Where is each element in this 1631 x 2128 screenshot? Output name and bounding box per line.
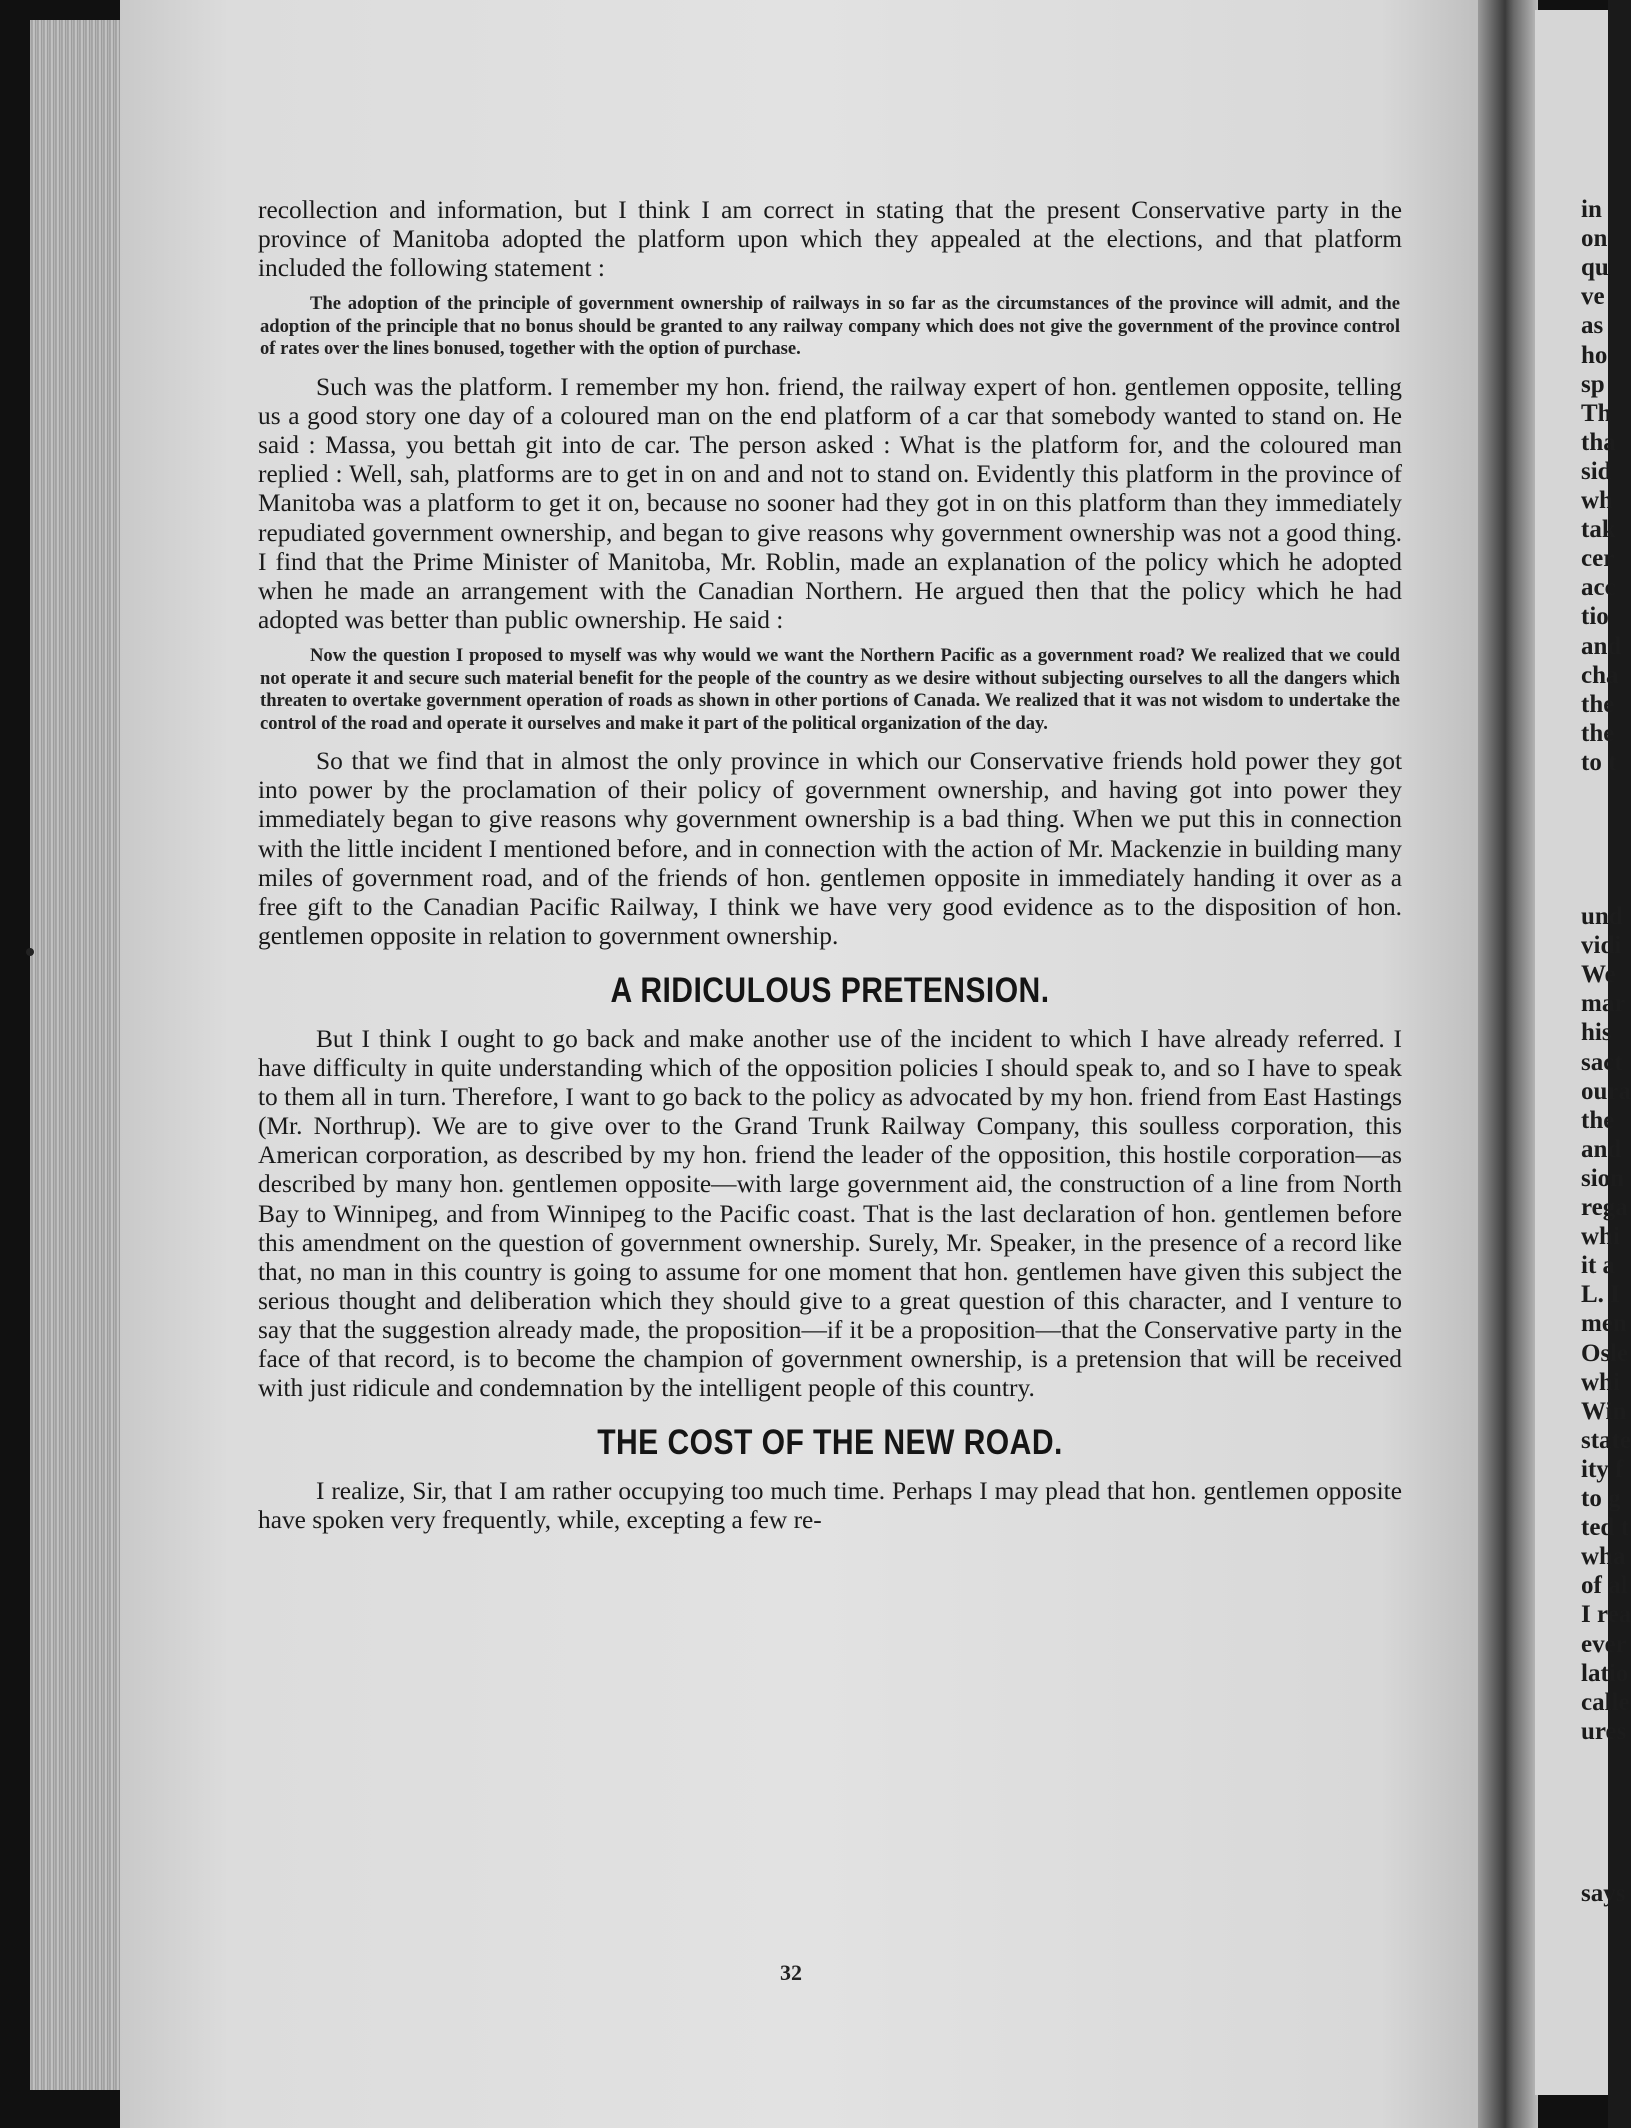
facing-page-fragment: on [1581, 225, 1608, 253]
facing-page-fragment: sid [1581, 457, 1612, 485]
facing-page-fragment: the [1581, 719, 1615, 747]
facing-page-fragment: state [1581, 1426, 1631, 1454]
facing-page-fragment: acc [1581, 574, 1616, 602]
facing-page-fragment: wha [1581, 1543, 1626, 1571]
facing-page-fragment: sp [1581, 370, 1605, 398]
facing-page-fragment: tha [1581, 428, 1616, 456]
facing-page-fragment: cer [1581, 545, 1615, 573]
paragraph-but: But I think I ought to go back and make another use of the incident to which I have already referred. I have difficulty in quite understanding which of the opposition policies I should speak to, and so I have to speak to them all in turn. Therefore, I want to go back to the policy as advocated by my hon. friend from East Hastings (Mr. Northrup). We are to give over to the Grand Trunk Railway Company, this soulless corporation, this American corporation, as described by my hon. friend the leader of the opposition, this hostile corporation—as described by many hon. gentlemen opposite—with large government aid, the construction of a line from North Bay to Winnipeg, and from Winnipeg to the Pacific coast. That is the last declaration of hon. gentlemen before this amendment on the question of government ownership. Surely, Mr. Speaker, in the presence of a record like that, no man in this country is going to assume for one moment that hon. gentlemen have given this subject the serious thought and deliberation which they should give to a great question of this character, and I venture to say that the suggestion already made, the proposition—if it be a proposition—that the Conservative party in the face of that record, is to become the champion of government ownership, is a pretension that will be received with just ridicule and condemnation by the intelligent people of this country. [258, 1024, 1402, 1403]
facing-page-fragment: rega [1581, 1194, 1628, 1221]
facing-page-fragment: qu [1581, 254, 1609, 282]
facing-page-fragment: oura [1581, 1077, 1631, 1105]
facing-page-fragment: wh [1581, 487, 1613, 514]
facing-page-fragment: in [1581, 196, 1602, 223]
facing-page-fragment: and [1581, 1135, 1622, 1163]
section-heading-cost: THE COST OF THE NEW ROAD. [597, 1423, 1063, 1463]
facing-page-fragment: whi [1581, 1223, 1620, 1251]
facing-page-fragment: sact [1581, 1048, 1623, 1076]
facing-page-fragment: the [1581, 690, 1615, 718]
facing-page-fragment: mar [1581, 990, 1626, 1018]
facing-page-fragment: calle [1581, 1688, 1630, 1716]
facing-page-fragment: ever [1581, 1630, 1627, 1658]
facing-page-fragment: ity f [1581, 1455, 1624, 1483]
facing-page-fragment: his [1581, 1019, 1612, 1047]
section-heading-pretension: A RIDICULOUS PRETENSION. [610, 970, 1050, 1010]
facing-page-fragment: We [1581, 961, 1616, 989]
page-text-block [258, 196, 1402, 1535]
margin-dot [26, 948, 34, 956]
facing-page-fragment: ures [1581, 1717, 1627, 1745]
facing-page-fragment: of al [1581, 1572, 1628, 1600]
paragraph-platform: Such was the platform. I remember my hon. friend, the railway expert of hon. gentlemen opposite, telling us a good story one day of a coloured man on the end platform of a car that somebody wanted to stand on. He said : Massa, you bettah git into de car. The person asked : What is the platform for, and the coloured man replied : Well, sah, platforms are to get in on and and not to stand on. Evidently this platform in the province of Manitoba was a platform to get it on, because no sooner had they got in on this platform than they immediately repudiated government ownership, and began to give reasons why government ownership was not a good thing. I find that the Prime Minister of Manitoba, Mr. Roblin, made an explanation of the policy which he adopted when he made an arrangement with the Canadian Northern. He argued then that the policy which he had adopted was better than public ownership. He said : [258, 373, 1402, 634]
quote-platform: The adoption of the principle of government ownership of railways in so far as the circumstances of the province will admit, and the adoption of the principle that no bonus should be granted to any railway company which does not give the government of the province control of rates over the lines bonused, together with the option of purchase. [260, 293, 1400, 360]
facing-page-fragment: says [1581, 1880, 1626, 1907]
facing-page-fragment: tio [1581, 603, 1609, 631]
facing-page-fragment: Osle [1581, 1339, 1629, 1367]
facing-page-fragment: and [1581, 632, 1622, 660]
facing-page-fragment: the [1581, 1106, 1615, 1134]
facing-page-fragment: whi [1581, 1368, 1620, 1396]
facing-page-fragment: it a [1581, 1252, 1616, 1280]
facing-page-fragment: ted t [1581, 1514, 1629, 1542]
page-number: 32 [780, 1960, 802, 1985]
paragraph-intro: recollection and information, but I think I am correct in stating that the present Conservative party in the province of Manitoba adopted the platform upon which they appealed at the elections, and that platform included the following statement : [258, 196, 1402, 283]
facing-page-fragment: cha [1581, 661, 1619, 689]
facing-page-fragment: L. I [1581, 1281, 1620, 1309]
facing-page-fragment: Win [1581, 1397, 1627, 1425]
facing-page-fragment: vidi [1581, 932, 1622, 960]
facing-page-fragment: und [1581, 903, 1623, 930]
facing-page-fragment: to g [1581, 1485, 1621, 1512]
facing-page-fragment: as [1581, 312, 1604, 340]
quote-roblin: Now the question I proposed to myself was why would we want the Northern Pacific as a government road? We realized that we could not operate it and secure such material benefit for the people of the country as we desire without subjecting ourselves to all the dangers which threaten to overtake government operation of roads as shown in other portions of Canada. We realized that it was not wisdom to undertake the control of the road and operate it ourselves and make it part of the political organization of the day. [260, 644, 1400, 734]
book-gutter [1478, 0, 1538, 2128]
facing-page-fragment: Th [1581, 399, 1612, 427]
facing-page-fragment: ve [1581, 283, 1605, 311]
facing-page-fragment: to t [1581, 748, 1617, 776]
paragraph-realize: I realize, Sir, that I am rather occupying too much time. Perhaps I may plead that hon. gentlemen opposite have spoken very frequently, while, excepting a few re- [258, 1477, 1402, 1535]
facing-page-fragment: sion [1581, 1164, 1625, 1192]
facing-page-fragment: I rea [1581, 1601, 1631, 1629]
facing-page-fragment: men [1581, 1310, 1627, 1338]
facing-page-fragment: ho [1581, 341, 1608, 369]
facing-page-fragment: latio [1581, 1659, 1629, 1687]
facing-page-fragment: tak [1581, 516, 1616, 544]
paragraph-so-that: So that we find that in almost the only province in which our Conservative friends hold power they got into power by the proclamation of their policy of government ownership, and having got into power they immediately began to give reasons why government ownership is a bad thing. When we put this in connection with the little incident I mentioned before, and in connection with the action of Mr. Mackenzie in building many miles of government road, and of the friends of hon. gentlemen opposite in immediately handing it over as a free gift to the Canadian Pacific Railway, I think we have very good evidence as to the disposition of hon. gentlemen opposite in relation to government ownership. [258, 747, 1402, 950]
